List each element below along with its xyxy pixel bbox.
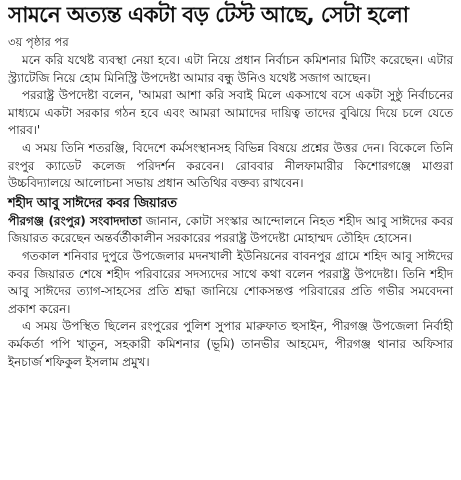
continued-from-label: ৩য় পৃষ্ঠার পর — [8, 35, 69, 49]
headline: সামনে অত্যন্ত একটা বড় টেস্ট আছে, সেটা হলো — [8, 3, 409, 28]
paragraph-1: মনে করি যথেষ্ট ব্যবস্থা নেয়া হবে। এটা নিয়ে প্রধান নির্বাচন কমিশনার মিটিং করেছেন। এটার স্ট্র্যাটেজি নিয়ে হোম মিনিস্ট্রি উপদেষ্টা আমার বন্ধু উনিও যথেষ্ট সজাগ আছেন। — [8, 53, 453, 85]
byline-paragraph — [8, 213, 453, 248]
byline-paragraph-text: জানান, কোটা সংস্কার আন্দোলনে নিহত শহীদ আবু সাঈদের কবর জিয়ারত করেছেন অন্তর্বর্তীকালীন সরকারের পররাষ্ট্র উপদেষ্টা মোহাম্মদ তৌহিদ হোসেন। — [8, 213, 453, 246]
subheading: শহীদ আবু সাঈদের কবর জিয়ারত — [8, 195, 177, 211]
paragraph-2: পররাষ্ট্র উপদেষ্টা বলেন, 'আমরা আশা করি সবাই মিলে একসাথে বসে একটা সুষ্ঠু নির্বাচনের মাধ্যমে একটা সরকার গঠন হবে এবং আমরা আমাদের দায়িত্ব তাদের বুঝিয়ে দিয়ে চলে যেতে পারব।' — [8, 88, 453, 138]
paragraph-6: এ সময় উপস্থিত ছিলেন রংপুরের পুলিশ সুপার মারুফাত হুসাইন, পীরগঞ্জ উপজেলা নির্বাহী কর্মকর্তা পপি খাতুন, সহকারী কমিশনার (ভূমি) তানভীর আহমেদ, পীরগঞ্জ থানার অফিসার ইনচার্জ শফিকুল ইসলাম প্রমুখ। — [8, 319, 453, 369]
byline: পীরগঞ্জ (রংপুর) সংবাদদাতা — [8, 213, 142, 228]
paragraph-5: গতকাল শনিবার দুপুরে উপজেলার মদনখালী ইউনিয়নের বাবনপুর গ্রামে শহিদ আবু সাঈদের কবর জিয়ারত শেষে শহীদ পরিবারের সদস্যদের সাথে কথা বলেন পররাষ্ট্র উপদেষ্টা। তিনি শহীদ আবু সাঈদের ত্যাগ-সাহসের প্রতি শ্রদ্ধা জানিয়ে শোকসন্তপ্ত পরিবারের প্রতি গভীর সমবেদনা প্রকাশ করেন। — [8, 248, 453, 316]
paragraph-3: এ সময় তিনি শতরঞ্জি, বিদেশে কর্মসংস্থানসহ বিভিন্ন বিষয়ে প্রশ্নের উত্তর দেন। বিকেলে তিনি রংপুর ক্যাডেট কলেজ পরিদর্শন করবেন। রোববার নীলফামারীর কিশোরগঞ্জে মাগুরা উচ্চবিদ্যালয়ে আলোচনা সভায় প্রধান অতিথির বক্তব্য রাখবেন। — [8, 140, 453, 191]
